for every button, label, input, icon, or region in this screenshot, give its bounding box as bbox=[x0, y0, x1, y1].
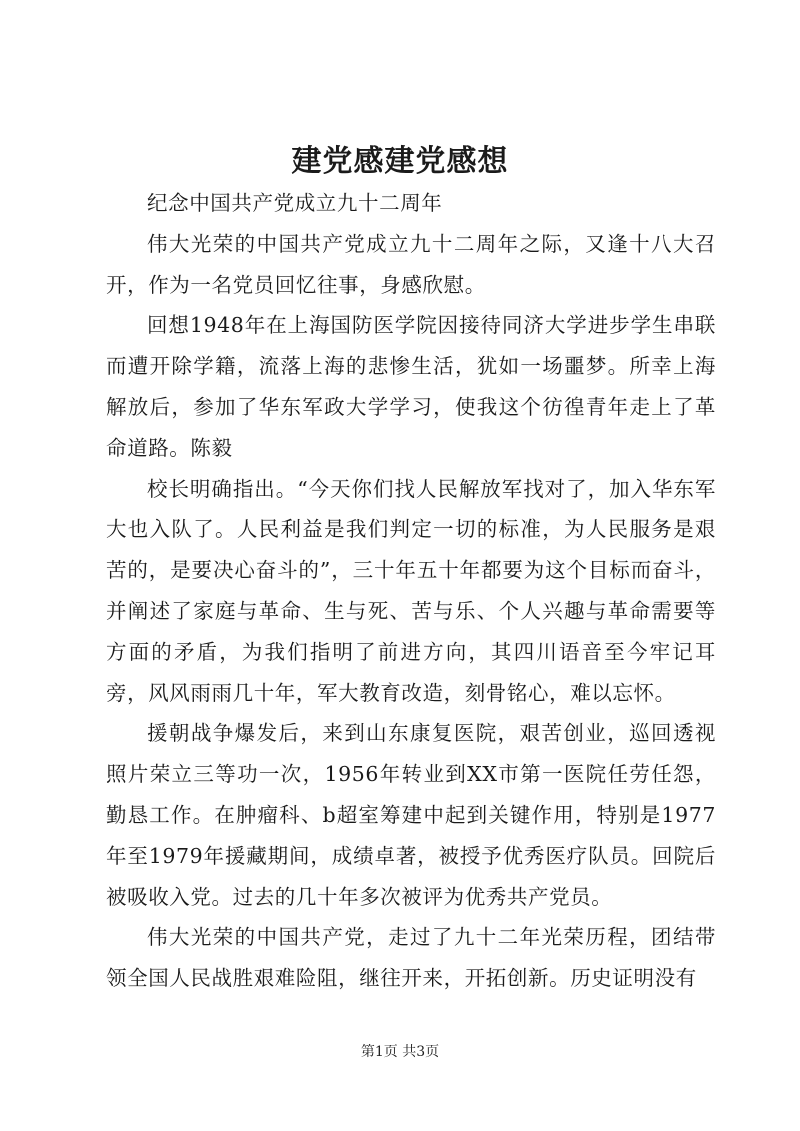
paragraph-subtitle: 纪念中国共产党成立九十二周年 bbox=[147, 191, 443, 215]
paragraph: 回想1948年在上海国防医学院因接待同济大学进步学生串联而遭开除学籍，流落上海的悲惨生活，犹如一场噩梦。所幸上海解放后，参加了华东军政大学学习，使我这个彷徨青年走上了革命道路。陈毅 bbox=[106, 313, 716, 460]
document-body bbox=[106, 183, 716, 999]
page-number-footer: 第1页 共3页 bbox=[360, 1044, 440, 1060]
paragraph: 校长明确指出。“今天你们找人民解放军找对了，加入华东军大也入队了。人民利益是我们判定一切的标准，为人民服务是艰苦的，是要决心奋斗的”，三十年五十年都要为这个目标而奋斗，并阐述了家庭与革命、生与死、苦与乐、个人兴趣与革命需要等方面的矛盾，为我们指明了前进方向，其四川语音至今牢记耳旁，风风雨雨几十年，军大教育改造，刻骨铭心，难以忘怀。 bbox=[106, 476, 716, 705]
paragraph: 伟大光荣的中国共产党，走过了九十二年光荣历程，团结带领全国人民战胜艰难险阻，继往开来，开拓创新。历史证明没有 bbox=[106, 925, 716, 991]
paragraph: 伟大光荣的中国共产党成立九十二周年之际，又逢十八大召开，作为一名党员回忆往事，身感欣慰。 bbox=[106, 231, 716, 297]
paragraph: 援朝战争爆发后，来到山东康复医院，艰苦创业，巡回透视照片荣立三等功一次，1956年转业到XX市第一医院任劳任怨，勤恳工作。在肿瘤科、b超室筹建中起到关键作用，特别是1977年至1979年援藏期间，成绩卓著，被授予优秀医疗队员。回院后被吸收入党。过去的几十年多次被评为优秀共产党员。 bbox=[106, 721, 716, 909]
document-title: 建党感建党感想 bbox=[291, 144, 509, 179]
